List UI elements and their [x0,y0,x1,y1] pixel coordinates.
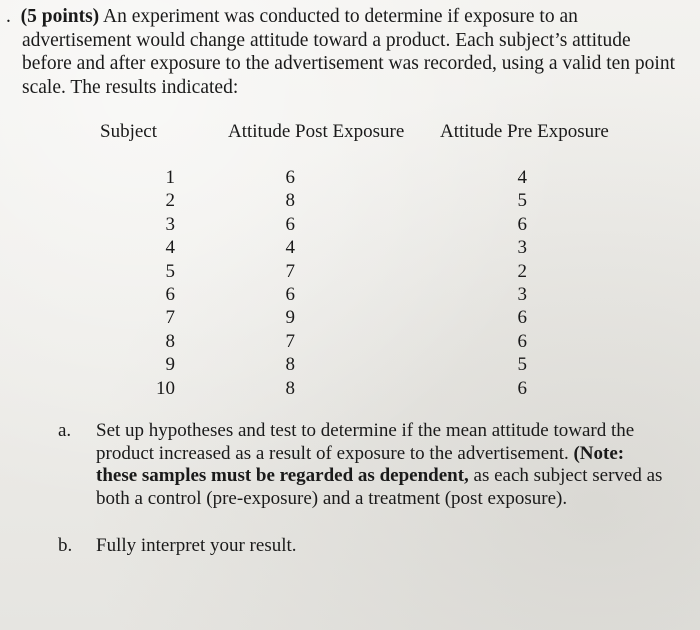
statement-line-3: before and after exposure to the advertisement was recorded, using a valid ten point [22,53,676,74]
pre-exposure-cell: 5 [517,190,527,212]
question-b-marker: b. [58,535,73,556]
problem-statement [6,5,690,99]
subject-cell: 9 [165,354,175,376]
post-exposure-cell: 6 [285,167,295,188]
pre-exposure-cell: 6 [517,377,527,399]
question-a-marker: a. [58,420,72,441]
question-a-text [96,420,662,510]
pre-exposure-column [495,166,527,400]
subject-cell: 6 [165,284,175,306]
question-a-line-2-text: product increased as a result of exposure to the advertisement. [96,442,569,464]
subject-cell: 2 [165,190,175,212]
statement-line-4: scale. The results indicated: [22,76,239,98]
pre-exposure-cell: 6 [517,307,527,329]
statement-text-1: An experiment was conducted to determine if exposure to an [103,6,578,27]
question-b-line-1: Fully interpret your result. [96,535,297,556]
statement-line-2: advertisement would change attitude toward a product. Each subject’s attitude [22,29,631,51]
subject-cell: 3 [165,213,175,235]
problem-number-fragment: . [6,6,11,27]
pre-exposure-cell: 4 [517,167,527,188]
question-a-line-3 [96,465,662,488]
post-exposure-column [260,166,295,400]
subject-cell: 1 [165,167,175,188]
post-exposure-cell: 8 [285,377,295,399]
question-a-line-2 [96,443,662,466]
post-exposure-cell: 7 [285,330,295,352]
note-label: (Note: [573,442,625,464]
note-text: these samples must be regarded as dependent, [96,465,469,486]
subject-column [130,166,175,400]
pre-exposure-cell: 5 [517,354,527,376]
pre-exposure-cell: 3 [517,284,527,306]
question-a-line-4: both a control (pre-exposure) and a treatment (post exposure). [96,487,568,509]
question-a-line-3-tail: as each subject served as [473,465,663,486]
subject-cell: 5 [165,260,175,282]
points-label: (5 points) [20,6,100,27]
question-a-line-1: Set up hypotheses and test to determine if the mean attitude toward the [96,420,635,441]
pre-exposure-cell: 6 [517,213,527,235]
post-exposure-cell: 7 [285,260,295,282]
pre-exposure-cell: 6 [517,330,527,352]
subject-cell: 10 [156,377,175,399]
subject-cell: 8 [165,330,175,352]
post-exposure-cell: 9 [285,307,295,329]
post-exposure-cell: 4 [285,237,295,259]
question-b-text [96,535,297,558]
post-exposure-cell: 8 [285,190,295,212]
header-pre-exposure: Attitude Pre Exposure [440,121,609,142]
header-post-exposure: Attitude Post Exposure [228,121,405,142]
statement-line-1 [6,5,690,29]
post-exposure-cell: 6 [285,213,295,235]
subject-cell: 7 [165,307,175,329]
post-exposure-cell: 8 [285,354,295,376]
pre-exposure-cell: 2 [517,260,527,282]
header-subject: Subject [100,121,157,142]
subject-cell: 4 [165,237,175,259]
pre-exposure-cell: 3 [517,237,527,259]
post-exposure-cell: 6 [285,284,295,306]
